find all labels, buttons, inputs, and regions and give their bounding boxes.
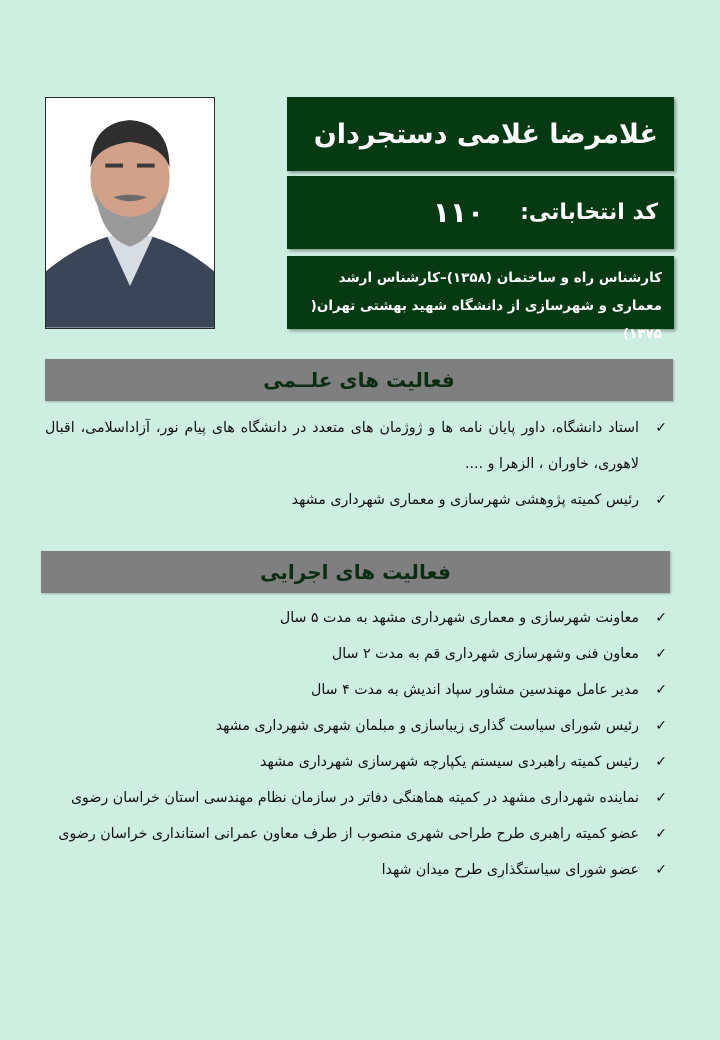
education-text: کارشناس راه و ساختمان (۱۳۵۸)–کارشناس ارشد معماری و شهرسازی از دانشگاه شهید بهشتی تهران( ۱۳۷۵)	[310, 270, 662, 342]
list-item	[45, 780, 669, 816]
education-box	[287, 256, 674, 342]
check-icon: ✓	[655, 610, 667, 626]
election-code-box	[287, 176, 674, 249]
list-item-text: نماینده شهرداری مشهد در کمیته هماهنگی دفاتر در سازمان نظام مهندسی استان خراسان رضوی	[70, 790, 639, 806]
list-item	[45, 744, 669, 780]
list-item-text: معاونت شهرسازی و معماری شهرداری مشهد به مدت ۵ سال	[279, 610, 639, 626]
executive-title-text: فعالیت های اجرایی	[260, 560, 451, 584]
scientific-title-text: فعالیت های علــمی	[263, 368, 455, 392]
list-item-text: مدیر عامل مهندسین مشاور سپاد اندیش به مدت ۴ سال	[311, 682, 639, 698]
list-item	[45, 636, 669, 672]
executive-section-title	[41, 551, 670, 593]
check-icon: ✓	[655, 718, 667, 734]
list-item	[45, 852, 669, 888]
check-icon: ✓	[655, 826, 667, 842]
list-item	[45, 410, 669, 482]
list-item-text: استاد دانشگاه، داور پایان نامه ها و ژوژمان های متعدد در دانشگاه های پیام نور، آزاداسلامی، اقبال لاهوری، خاوران ، الزهرا و ....	[45, 420, 639, 472]
check-icon: ✓	[655, 492, 667, 508]
list-item-text: عضو شورای سیاستگذاری طرح میدان شهدا	[381, 862, 639, 878]
list-item	[45, 708, 669, 744]
candidate-name: غلامرضا غلامی دستجردان	[313, 118, 658, 150]
list-item	[45, 482, 669, 518]
list-item	[45, 816, 669, 852]
check-icon: ✓	[655, 646, 667, 662]
check-icon: ✓	[655, 790, 667, 806]
list-item-text: عضو کمیته راهبری طرح طراحی شهری منصوب از طرف معاون عمرانی استانداری خراسان رضوی	[58, 826, 639, 842]
list-item-text: رئیس کمیته پژوهشی شهرسازی و معماری شهرداری مشهد	[291, 492, 639, 508]
list-item	[45, 600, 669, 636]
candidate-name-box	[287, 97, 674, 171]
check-icon: ✓	[655, 862, 667, 878]
list-item-text: رئیس شورای سیاست گذاری زیباسازی و مبلمان شهری شهرداری مشهد	[215, 718, 639, 734]
executive-activities-list	[45, 600, 669, 888]
scientific-section-title	[45, 359, 673, 401]
scientific-activities-list	[45, 410, 669, 518]
list-item-text: معاون فنی وشهرسازی شهرداری قم به مدت ۲ سال	[331, 646, 639, 662]
election-code-value: ۱۱۰	[432, 196, 485, 229]
list-item	[45, 672, 669, 708]
candidate-photo	[45, 97, 215, 329]
check-icon: ✓	[655, 682, 667, 698]
check-icon: ✓	[655, 754, 667, 770]
list-item-text: رئیس کمیته راهبردی سیستم یکپارچه شهرسازی شهرداری مشهد	[260, 754, 639, 770]
election-code-label: کد انتخاباتی:	[520, 200, 658, 225]
check-icon: ✓	[655, 420, 667, 436]
